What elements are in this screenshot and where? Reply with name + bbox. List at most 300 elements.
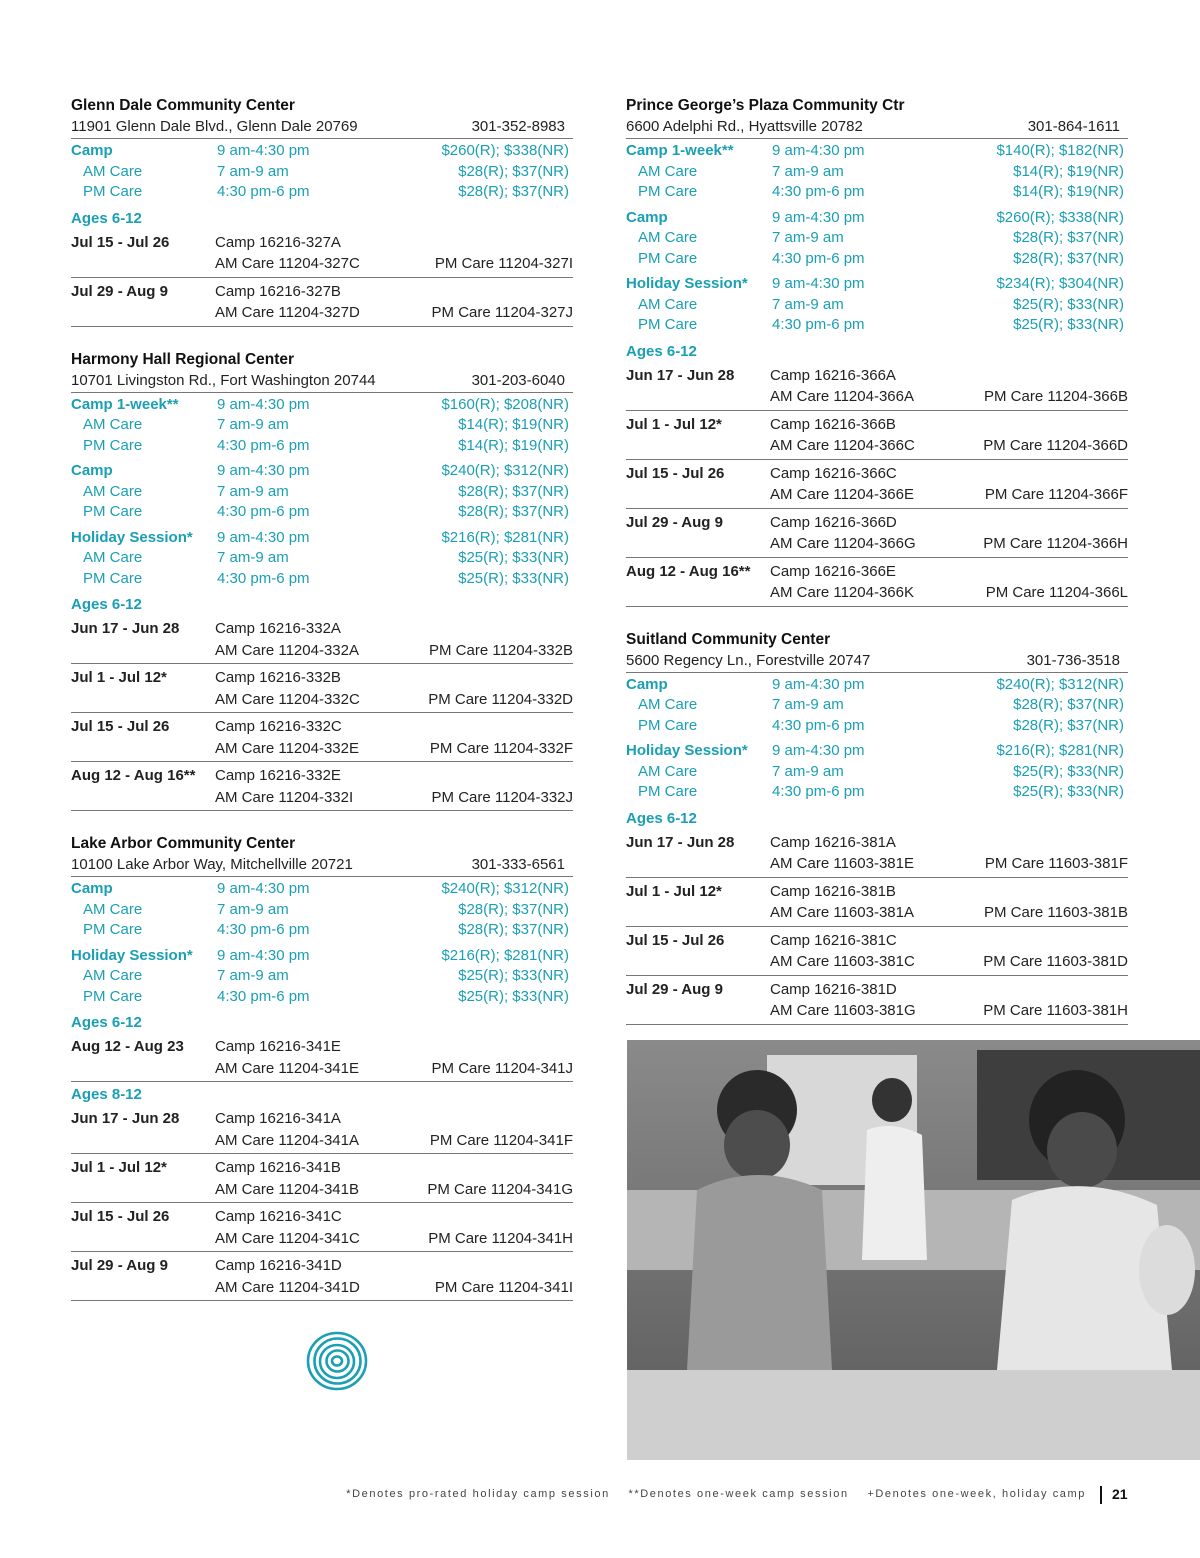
fee-time: 7 am-9 am [772,229,844,246]
camp-code: Camp 16216-341A [215,1110,341,1127]
fee-label: PM Care [83,436,143,454]
fee-time: 4:30 pm-6 pm [217,436,310,454]
fee-price: $28(R); $37(NR) [458,503,569,520]
address-line [626,650,1128,673]
fee-row [71,548,573,569]
fee-row [626,274,1128,295]
center-section [71,349,573,812]
fee-price: $240(R); $312(NR) [996,675,1124,693]
session-camp-row [71,281,573,303]
session-dates: Jul 15 - Jul 26 [71,718,170,735]
camp-code: Camp 16216-366D [770,513,897,531]
session-camp-row [71,667,573,689]
session-care-row [71,689,573,711]
fee-price: $160(R); $208(NR) [441,395,569,413]
fee-row [626,182,1128,203]
fee-group [71,141,573,203]
fee-group [71,879,573,941]
page-number: 21 [1112,1486,1128,1502]
session-dates: Aug 12 - Aug 16** [71,767,196,784]
fee-row [71,415,573,436]
am-care-code: AM Care 11204-366G [770,535,916,552]
pm-care-code: PM Care 11204-341H [428,1229,573,1247]
fee-time: 9 am-4:30 pm [772,142,865,159]
fee-time: 7 am-9 am [772,696,844,713]
fee-row [626,295,1128,316]
session-block [626,460,1128,509]
fee-time: 4:30 pm-6 pm [217,183,310,200]
pm-care-code: PM Care 11603-381B [984,904,1128,921]
session-camp-row [71,1036,573,1058]
address-line [71,116,573,139]
fee-label: Holiday Session* [626,742,748,759]
session-camp-row [71,1255,573,1277]
center-address: 5600 Regency Ln., Forestville 20747 [626,651,871,669]
fee-group [626,675,1128,737]
address-line [71,854,573,877]
fee-row [626,228,1128,249]
session-care-row [71,640,573,662]
fee-price: $25(R); $33(NR) [458,987,569,1005]
pm-care-code: PM Care 11204-341J [431,1059,573,1077]
fee-time: 4:30 pm-6 pm [217,987,310,1005]
center-address: 6600 Adelphi Rd., Hyattsville 20782 [626,118,863,135]
fee-row [71,879,573,900]
session-care-row [626,386,1128,408]
fee-price: $28(R); $37(NR) [458,482,569,500]
fee-row [626,716,1128,737]
fee-group [71,528,573,590]
am-care-code: AM Care 11204-332E [215,739,359,757]
pm-care-code: PM Care 11603-381D [983,953,1128,970]
fee-price: $28(R); $37(NR) [458,162,569,180]
fee-price: $260(R); $338(NR) [441,142,569,159]
fee-price: $25(R); $33(NR) [1013,295,1124,313]
fee-label: AM Care [83,549,143,566]
pm-care-code: PM Care 11204-366D [983,437,1128,454]
am-care-code: AM Care 11204-366K [770,584,914,601]
am-care-code: AM Care 11603-381G [770,1002,916,1019]
am-care-code: AM Care 11204-366A [770,388,914,405]
fee-row [71,436,573,457]
session-care-row [626,435,1128,457]
fee-time: 9 am-4:30 pm [772,208,865,226]
center-address: 10701 Livingston Rd., Fort Washington 20744 [71,371,376,389]
fee-price: $25(R); $33(NR) [458,569,569,587]
center-name: Glenn Dale Community Center [71,97,295,114]
fee-label: Camp [71,142,113,159]
camp-code: Camp 16216-366E [770,562,896,580]
session-camp-row [71,1206,573,1228]
fee-price: $28(R); $37(NR) [1013,229,1124,246]
center-name: Harmony Hall Regional Center [71,350,295,368]
fee-price: $28(R); $37(NR) [1013,716,1124,734]
session-dates: Jun 17 - Jun 28 [71,1110,180,1127]
pm-care-code: PM Care 11204-341I [434,1278,573,1296]
am-care-code: AM Care 11204-327D [215,304,360,321]
fee-price: $216(R); $281(NR) [441,528,569,546]
fee-label: PM Care [83,921,143,938]
center-phone: 301-352-8983 [471,118,565,135]
session-camp-row [626,463,1128,485]
fee-label: AM Care [83,482,143,500]
fee-time: 9 am-4:30 pm [217,880,310,897]
fee-label: Camp 1-week** [71,395,179,413]
fee-time: 7 am-9 am [772,762,844,780]
am-care-code: AM Care 11204-341A [215,1131,359,1149]
fee-time: 9 am-4:30 pm [772,675,865,693]
session-block [71,615,573,664]
camp-code: Camp 16216-341D [215,1257,342,1274]
fee-row [626,695,1128,716]
session-block [626,976,1128,1025]
session-care-row [71,1228,573,1250]
fee-price: $28(R); $37(NR) [458,900,569,918]
center-phone: 301-736-3518 [1026,651,1120,669]
session-block [71,229,573,278]
fee-row [71,528,573,549]
am-care-code: AM Care 11204-366C [770,437,915,454]
session-care-row [71,738,573,760]
fee-label: Camp [626,675,668,693]
fee-time: 7 am-9 am [217,162,289,180]
session-dates: Jul 29 - Aug 9 [71,1257,168,1274]
fee-time: 4:30 pm-6 pm [217,503,310,520]
am-care-code: AM Care 11603-381A [770,904,914,921]
fee-label: Camp [626,208,668,226]
fee-label: AM Care [638,229,698,246]
session-block [71,664,573,713]
center-phone: 301-333-6561 [471,856,565,873]
camp-code: Camp 16216-332E [215,767,341,784]
camp-code: Camp 16216-332C [215,718,342,735]
fee-row [71,482,573,503]
fee-price: $216(R); $281(NR) [441,946,569,964]
am-care-code: AM Care 11204-327C [215,255,360,272]
fee-label: AM Care [638,762,698,780]
camp-code: Camp 16216-332A [215,620,341,637]
center-section [71,95,573,327]
fee-price: $28(R); $37(NR) [1013,249,1124,267]
fee-row [71,182,573,203]
session-dates: Jun 17 - Jun 28 [71,620,180,637]
fee-time: 9 am-4:30 pm [217,462,310,479]
fee-time: 4:30 pm-6 pm [772,783,865,800]
fee-row [71,395,573,416]
session-dates: Jul 15 - Jul 26 [626,464,725,482]
camp-code: Camp 16216-332B [215,669,341,686]
session-block [626,411,1128,460]
camp-code: Camp 16216-327B [215,282,341,300]
footnote-one-week: **Denotes one-week camp session [628,1488,849,1500]
fee-price: $28(R); $37(NR) [458,183,569,200]
session-dates: Jul 1 - Jul 12* [626,415,722,433]
fee-label: AM Care [83,900,143,918]
am-care-code: AM Care 11204-332I [215,788,354,806]
session-care-row [71,787,573,809]
fee-time: 9 am-4:30 pm [217,395,310,413]
age-group-label: Ages 6-12 [71,209,142,227]
center-section [626,629,1128,1025]
session-dates: Aug 12 - Aug 16** [626,562,751,580]
session-care-row [626,533,1128,555]
fee-row [71,162,573,183]
session-camp-row [71,618,573,640]
fee-price: $140(R); $182(NR) [996,142,1124,159]
camp-code: Camp 16216-341B [215,1159,341,1176]
pm-care-code: PM Care 11204-332D [428,690,573,708]
session-care-row [71,302,573,324]
session-block [626,829,1128,878]
am-care-code: AM Care 11204-341E [215,1059,359,1077]
am-care-code: AM Care 11603-381C [770,953,915,970]
right-column [626,95,1128,1047]
fee-price: $14(R); $19(NR) [458,416,569,433]
camp-code: Camp 16216-381B [770,882,896,900]
fee-row [71,946,573,967]
footnotes [332,1488,1086,1500]
session-dates: Jun 17 - Jun 28 [626,833,735,851]
session-care-row [71,1130,573,1152]
fee-label: PM Care [83,503,143,520]
fee-label: PM Care [638,183,698,200]
fee-time: 4:30 pm-6 pm [772,249,865,267]
camp-code: Camp 16216-381C [770,931,897,949]
session-care-row [626,484,1128,506]
fee-row [626,782,1128,803]
fee-price: $28(R); $37(NR) [458,921,569,938]
age-group-label: Ages 8-12 [71,1086,142,1103]
fee-time: 9 am-4:30 pm [217,142,310,159]
pm-care-code: PM Care 11603-381H [983,1002,1128,1019]
page-divider [1100,1486,1102,1504]
am-care-code: AM Care 11204-341D [215,1278,360,1296]
session-care-row [71,1277,573,1299]
am-care-code: AM Care 11204-341B [215,1180,359,1198]
fee-row [626,249,1128,270]
session-block [626,927,1128,976]
pm-care-code: PM Care 11204-366L [985,584,1128,601]
fee-row [71,987,573,1008]
session-dates: Jul 15 - Jul 26 [71,1208,170,1225]
pm-care-code: PM Care 11204-341G [427,1180,573,1198]
session-block [626,362,1128,411]
age-group-label: Ages 6-12 [626,809,697,827]
fee-group [626,208,1128,270]
fee-time: 4:30 pm-6 pm [772,183,865,200]
session-care-row [626,853,1128,875]
session-dates: Aug 12 - Aug 23 [71,1038,184,1055]
center-address: 11901 Glenn Dale Blvd., Glenn Dale 20769 [71,118,358,135]
fee-label: Camp [71,462,113,479]
fee-price: $25(R); $33(NR) [458,967,569,984]
camp-code: Camp 16216-366B [770,415,896,433]
fee-row [71,141,573,162]
fee-row [71,461,573,482]
fee-time: 7 am-9 am [217,967,289,984]
camp-code: Camp 16216-381A [770,833,896,851]
address-line [626,116,1128,139]
session-block [71,1105,573,1154]
session-dates: Jul 15 - Jul 26 [71,233,170,251]
fee-row [71,966,573,987]
center-section [71,833,573,1301]
session-dates: Jul 29 - Aug 9 [71,282,168,300]
am-care-code: AM Care 11204-332C [215,690,360,708]
age-group-label: Ages 6-12 [626,342,697,360]
address-line [71,370,573,393]
fee-time: 7 am-9 am [772,295,844,313]
session-camp-row [71,1157,573,1179]
fee-time: 9 am-4:30 pm [217,946,310,964]
fee-time: 9 am-4:30 pm [217,528,310,546]
fee-time: 4:30 pm-6 pm [217,921,310,938]
session-block [626,878,1128,927]
fee-label: PM Care [638,716,698,734]
session-camp-row [626,832,1128,854]
fee-label: AM Care [638,162,698,180]
session-care-row [626,951,1128,973]
fee-price: $25(R); $33(NR) [1013,762,1124,780]
fee-row [71,569,573,590]
pm-care-code: PM Care 11204-366H [983,535,1128,552]
fee-time: 9 am-4:30 pm [772,742,865,759]
session-block [71,278,573,327]
session-block [71,1154,573,1203]
center-name: Prince George’s Plaza Community Ctr [626,97,905,114]
footer [0,1486,1200,1506]
fee-label: AM Care [83,967,143,984]
am-care-code: AM Care 11204-341C [215,1229,360,1247]
age-group-label: Ages 6-12 [71,1014,142,1031]
footnote-holiday: +Denotes one-week, holiday camp [867,1488,1086,1500]
fee-label: PM Care [638,316,698,333]
fee-group [626,274,1128,336]
session-care-row [71,253,573,275]
center-section [626,95,1128,607]
session-block [71,713,573,762]
session-dates: Jul 1 - Jul 12* [71,669,167,686]
pm-care-code: PM Care 11204-327I [434,255,573,272]
session-camp-row [626,365,1128,387]
fee-label: PM Care [83,183,143,200]
session-camp-row [71,716,573,738]
session-block [71,762,573,811]
fee-row [626,741,1128,762]
fee-label: Camp [71,880,113,897]
session-block [71,1203,573,1252]
camp-code: Camp 16216-327A [215,233,341,251]
fee-group [626,141,1128,203]
footnote-prorated: *Denotes pro-rated holiday camp session [346,1488,610,1500]
fee-price: $25(R); $33(NR) [1013,783,1124,800]
session-block [71,1252,573,1301]
fee-label: PM Care [83,987,143,1005]
session-camp-row [626,881,1128,903]
fee-label: PM Care [83,569,143,587]
fee-label: Holiday Session* [626,275,748,292]
session-dates: Jul 29 - Aug 9 [626,513,723,531]
session-care-row [626,902,1128,924]
session-block [626,509,1128,558]
camp-code: Camp 16216-366A [770,366,896,384]
camp-code: Camp 16216-341C [215,1208,342,1225]
am-care-code: AM Care 11204-366E [770,486,914,503]
session-camp-row [626,930,1128,952]
fee-label: Holiday Session* [71,946,193,964]
fee-label: Holiday Session* [71,528,193,546]
fee-row [626,162,1128,183]
pm-care-code: PM Care 11204-366F [984,486,1128,503]
center-name: Suitland Community Center [626,630,831,648]
fee-price: $25(R); $33(NR) [458,549,569,566]
session-block [626,558,1128,607]
fee-row [626,208,1128,229]
age-group-label: Ages 6-12 [71,596,142,613]
session-camp-row [71,765,573,787]
session-camp-row [626,979,1128,1001]
camp-code: Camp 16216-381D [770,980,897,998]
session-block [71,1033,573,1082]
fee-label: AM Care [83,162,143,180]
fee-price: $28(R); $37(NR) [1013,696,1124,713]
fee-row [71,502,573,523]
session-care-row [626,1000,1128,1022]
center-address: 10100 Lake Arbor Way, Mitchellville 20721 [71,856,353,873]
children-photo [627,1040,1200,1460]
fee-time: 7 am-9 am [217,549,289,566]
fee-group [71,461,573,523]
camp-code: Camp 16216-366C [770,464,897,482]
fee-label: PM Care [638,783,698,800]
camp-code: Camp 16216-341E [215,1038,341,1055]
fee-time: 9 am-4:30 pm [772,275,865,292]
fee-label: PM Care [638,249,698,267]
fee-label: AM Care [638,295,698,313]
session-dates: Jun 17 - Jun 28 [626,366,735,384]
pm-care-code: PM Care 11204-327J [431,304,573,321]
teal-spiral-icon [306,1330,368,1392]
pm-care-code: PM Care 11204-332F [429,739,573,757]
fee-price: $14(R); $19(NR) [458,436,569,454]
session-dates: Jul 1 - Jul 12* [626,882,722,900]
pm-care-code: PM Care 11204-332B [429,641,573,659]
fee-price: $14(R); $19(NR) [1013,183,1124,200]
center-phone: 301-203-6040 [471,371,565,389]
fee-row [626,315,1128,336]
fee-row [71,920,573,941]
session-dates: Jul 15 - Jul 26 [626,931,725,949]
session-care-row [71,1058,573,1080]
fee-label: AM Care [638,696,698,713]
fee-time: 7 am-9 am [217,900,289,918]
fee-row [626,762,1128,783]
fee-price: $14(R); $19(NR) [1013,162,1124,180]
fee-label: Camp 1-week** [626,142,734,159]
fee-time: 4:30 pm-6 pm [217,569,310,587]
session-camp-row [626,512,1128,534]
fee-price: $25(R); $33(NR) [1013,316,1124,333]
fee-group [71,395,573,457]
fee-row [71,900,573,921]
am-care-code: AM Care 11603-381E [770,855,914,872]
fee-time: 4:30 pm-6 pm [772,716,865,734]
center-phone: 301-864-1611 [1027,118,1120,135]
session-camp-row [626,414,1128,436]
center-name: Lake Arbor Community Center [71,835,296,852]
pm-care-code: PM Care 11204-332J [431,788,573,806]
am-care-code: AM Care 11204-332A [215,641,359,659]
